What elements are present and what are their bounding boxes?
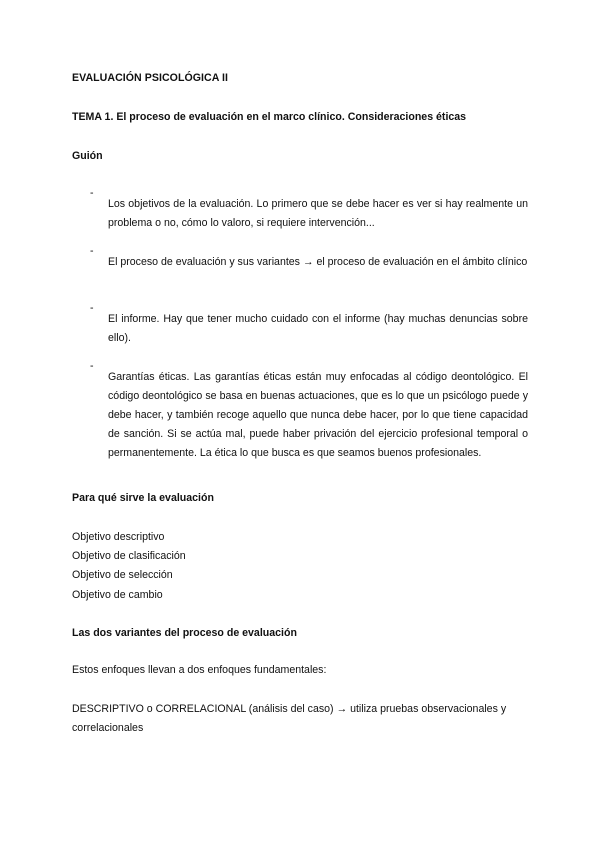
bullet-item-objectives: Los objetivos de la evaluación. Lo primero que se debe hacer es ver si hay realmente un problema o no, cómo lo valoro, si requiere intervención... xyxy=(108,197,528,229)
bullet-item-process: El proceso de evaluación y sus variantes → el proceso de evaluación en el ámbito clínico xyxy=(108,255,528,268)
variants-intro: Estos enfoques llevan a dos enfoques fundamentales: xyxy=(72,664,327,676)
bullet-marker: - xyxy=(90,187,94,199)
topic-heading: TEMA 1. El proceso de evaluación en el marco clínico. Consideraciones éticas xyxy=(72,111,467,123)
bullet-marker: - xyxy=(90,360,94,372)
bullet-marker: - xyxy=(90,302,94,314)
document-title: EVALUACIÓN PSICOLÓGICA II xyxy=(72,72,229,84)
bullet-item-report: El informe. Hay que tener mucho cuidado con el informe (hay muchas denuncias sobre ello). xyxy=(108,312,528,344)
bullet-item-ethics: Garantías éticas. Las garantías éticas están muy enfocadas al código deontológico. El código deontológico se basa en buenas actuaciones, que es lo que un psicólogo puede y debe hacer, y también recoge aquello que nunca debe hacer, por lo que tiene capacidad de sanción. Si se actúa mal, puede haber privación del ejercicio profesional temporal o permanentemente. La ética lo que busca es que seamos buenos profesionales. xyxy=(108,370,528,460)
objective-item: Objetivo de cambio xyxy=(72,588,163,601)
objectives-list xyxy=(72,528,186,605)
bullet-marker: - xyxy=(90,245,94,257)
objective-item: Objetivo de selección xyxy=(72,569,173,582)
outline-heading: Guión xyxy=(72,150,103,162)
purpose-heading: Para qué sirve la evaluación xyxy=(72,492,214,504)
variants-descriptive: DESCRIPTIVO o CORRELACIONAL (análisis del caso) → utiliza pruebas observacionales y correlacionales xyxy=(72,703,507,735)
variants-heading: Las dos variantes del proceso de evaluación xyxy=(72,627,297,639)
objective-item: Objetivo de clasificación xyxy=(72,550,186,563)
objective-item: Objetivo descriptivo xyxy=(72,531,165,543)
